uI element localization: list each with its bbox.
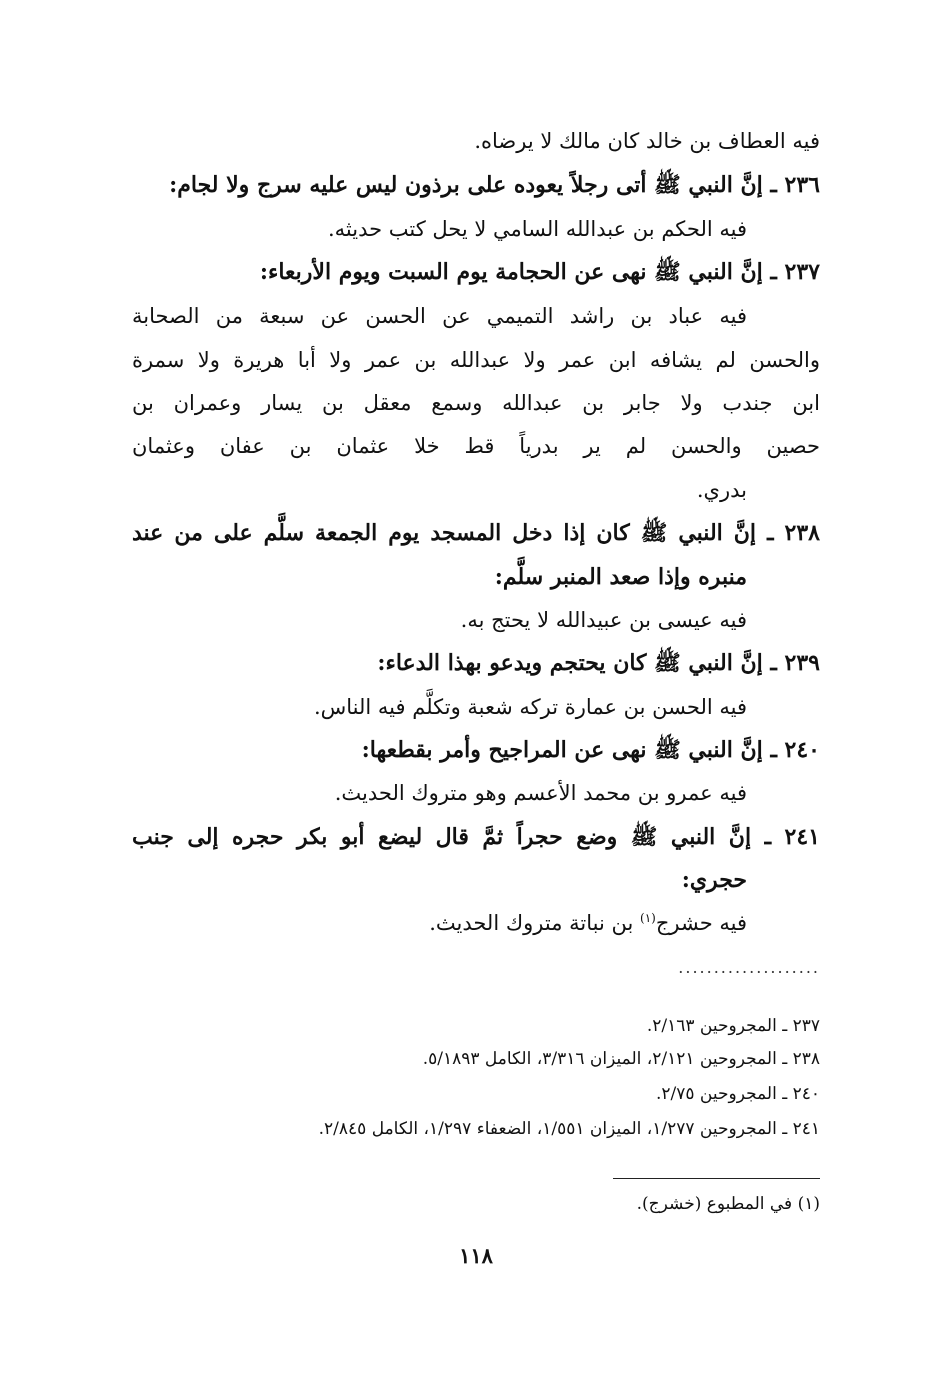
text-line: فيه عيسى بن عبيدالله لا يحتج به. (460, 608, 747, 632)
footnote-marker: (١) (640, 911, 656, 925)
footnote-rule (613, 1178, 820, 1179)
hadith-heading-237: ٢٣٧ ـ إنَّ النبي ﷺ نهى عن الحجامة يوم السبت ويوم الأربعاء: (259, 259, 820, 285)
text-fragment: بن نباتة متروك الحديث. (429, 911, 640, 935)
hadith-heading-236: ٢٣٦ ـ إنَّ النبي ﷺ أتى رجلاً يعوده على برذون ليس عليه سرج ولا لجام: (169, 172, 820, 198)
text-line: منبره وإذا صعد المنبر سلَّم: (494, 564, 747, 590)
separator-dots: .................... (678, 958, 820, 977)
text-line: فيه الحكم بن عبدالله السامي لا يحل كتب حديثه. (327, 217, 747, 241)
text-line: فيه الحسن بن عمارة تركه شعبة وتكلَّم فيه الناس. (313, 695, 747, 719)
text-line: فيه عمرو بن محمد الأعسم وهو متروك الحديث. (334, 781, 747, 805)
footnote: (١) في المطبوع (خشرج). (636, 1194, 820, 1214)
text-line: بدري. (696, 478, 747, 502)
reference-line: ٢٣٧ ـ المجروحين ٢/١٦٣. (646, 1016, 820, 1036)
text-line (132, 903, 747, 943)
text-line: والحسن لم يشافه ابن عمر ولا عبدالله بن عمر ولا أبا هريرة ولا سمرة (132, 348, 820, 372)
text-line: فيه عباد بن راشد التميمي عن الحسن عن سبعة من الصحابة (132, 304, 747, 328)
text-line: حجري: (681, 867, 747, 893)
hadith-heading-239: ٢٣٩ ـ إنَّ النبي ﷺ كان يحتجم ويدعو بهذا الدعاء: (377, 650, 820, 676)
reference-line: ٢٤١ ـ المجروحين ١/٢٧٧، الميزان ١/٥٥١، الضعفاء ١/٢٩٧، الكامل ٢/٨٤٥. (318, 1119, 820, 1139)
reference-line: ٢٣٨ ـ المجروحين ٢/١٢١، الميزان ٣/٣١٦، الكامل ٥/١٨٩٣. (422, 1049, 820, 1069)
hadith-heading-238: ٢٣٨ ـ إنَّ النبي ﷺ كان إذا دخل المسجد يوم الجمعة سلَّم على من عند (132, 520, 820, 546)
hadith-heading-240: ٢٤٠ ـ إنَّ النبي ﷺ نهى عن المراجيح وأمر بقطعها: (361, 737, 820, 763)
text-line: حصين والحسن لم ير بدرياً قط خلا عثمان بن عفان وعثمان (132, 434, 820, 458)
text-fragment: فيه حشرج (655, 911, 747, 935)
hadith-heading-241: ٢٤١ ـ إنَّ النبي ﷺ وضع حجراً ثمَّ قال ليضع أبو بكر حجره إلى جنب (132, 824, 820, 850)
text-line: فيه العطاف بن خالد كان مالك لا يرضاه. (474, 129, 820, 153)
text-line: ابن جندب ولا جابر بن عبدالله وسمع معقل بن يسار وعمران بن (132, 391, 820, 415)
page-number: ١١٨ (459, 1243, 493, 1268)
reference-line: ٢٤٠ ـ المجروحين ٢/٧٥. (655, 1084, 820, 1104)
